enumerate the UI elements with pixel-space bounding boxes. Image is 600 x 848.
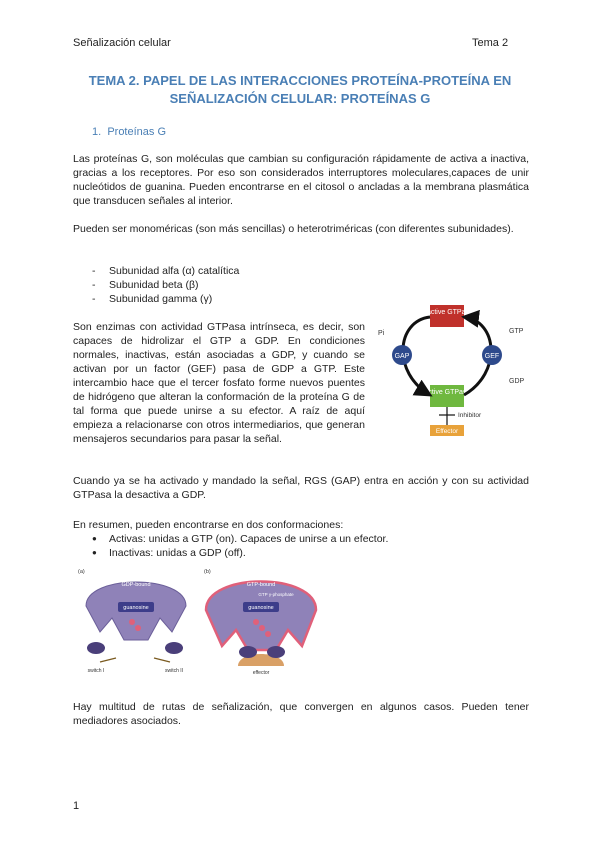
switch2-label: switch II [164,668,184,674]
phosphate-b3 [265,631,271,637]
conformation-list [92,532,388,560]
header-left: Señalización celular [73,37,171,49]
switch1-node [87,642,105,654]
switch2-arrow [154,658,170,662]
switch1-node-b [239,646,257,658]
list-item: ● Inactivas: unidas a GDP (off). [92,547,246,559]
gdp-label: GDP [509,378,525,385]
paragraph-6: Hay multitud de rutas de señalización, que convergen en algunos casos. Pueden tener mediadores asociados. [73,701,529,727]
gtp-label: GTP [509,328,524,335]
switch2-node-b [267,646,285,658]
paragraph-3: Son enzimas con actividad GTPasa intrínseca, es decir, son capaces de hidrolizar el GTP a GDP. En condiciones normales, inactivas, están asociadas a GDP, y cuando se activan por un factor (GEF) pasa de GDP a GTP. Este intercambio hace que el tercer fosfato forme nuevos puentes de hidrógeno que alteran la conformación de la proteína G de tal forma que puede unirse a su efector. A raíz de aquí empieza a relacionarse con otros intermediarios, que generan mensajeros secundarios para pasar la señal. [73,321,365,445]
g-protein-conformations-figure [76,566,326,680]
section-label: Proteínas G [107,126,167,138]
effector-text: effector [252,670,270,676]
panel-b [204,569,316,676]
header-right: Tema 2 [472,37,509,49]
paragraph-5: En resumen, pueden encontrarse en dos conformaciones: [73,519,344,531]
switch2-node [165,642,183,654]
page-title: TEMA 2. PAPEL DE LAS INTERACCIONES PROTEÍNA-PROTEÍNA EN SEÑALIZACIÓN CELULAR: PROTEÍNAS G [88,73,512,106]
switch1-label: switch I [87,668,105,674]
phosphate-a2 [135,625,141,631]
panel-b-state: GTP-bound [246,582,276,588]
panel-b-gamma: GTP γ-phosphate [258,592,294,597]
inactive-label: Inactive GTPase [421,309,473,316]
panel-b-center: guanosine [248,605,274,611]
switch1-arrow [100,658,116,662]
phosphate-b2 [259,625,265,631]
paragraph-4: Cuando ya se ha activado y mandado la señal, RGS (GAP) entra en acción y con su actividad GTPasa la desactiva a GDP. [73,475,529,501]
section-number: 1. [92,126,102,138]
panel-a [78,569,186,674]
paragraph-2: Pueden ser monoméricas (son más sencillas) o heterotriméricas (con diferentes subunidades). [73,223,514,235]
page-number: 1 [73,800,80,812]
list-item: - Subunidad gamma (γ) [92,293,213,305]
paragraph-1: Las proteínas G, son moléculas que cambian su configuración rápidamente de activa a inactiva, gracias a los receptores. Por eso son considerados interruptores moleculares,capaces de unir nucleótidos de guanina. Pueden encontrarse en el citosol o ancladas a la membrana plasmática que transducen señales al interior. [73,153,529,207]
subunit-list [92,264,239,306]
gap-label: GAP [394,353,410,360]
panel-a-letter: (a) [78,569,85,575]
list-item: - Subunidad beta (β) [92,279,199,291]
phosphate-a1 [129,619,135,625]
effector-label: Effector [435,428,459,435]
pi-label: Pi [378,330,385,337]
panel-a-state: GDP-bound [121,582,151,588]
list-item: ● Activas: unidas a GTP (on). Capaces de unirse a un efector. [92,533,389,545]
panel-b-letter: (b) [204,569,211,575]
section-heading [92,126,166,138]
panel-a-center: guanosine [123,605,149,611]
gef-label: GEF [484,353,500,360]
gtpase-cycle-diagram [376,303,534,441]
active-label: Active GTPase [423,389,471,396]
list-item: - Subunidad alfa (α) catalítica [92,265,240,277]
inhibitor-label: Inhibitor [458,412,482,419]
phosphate-b1 [253,619,259,625]
